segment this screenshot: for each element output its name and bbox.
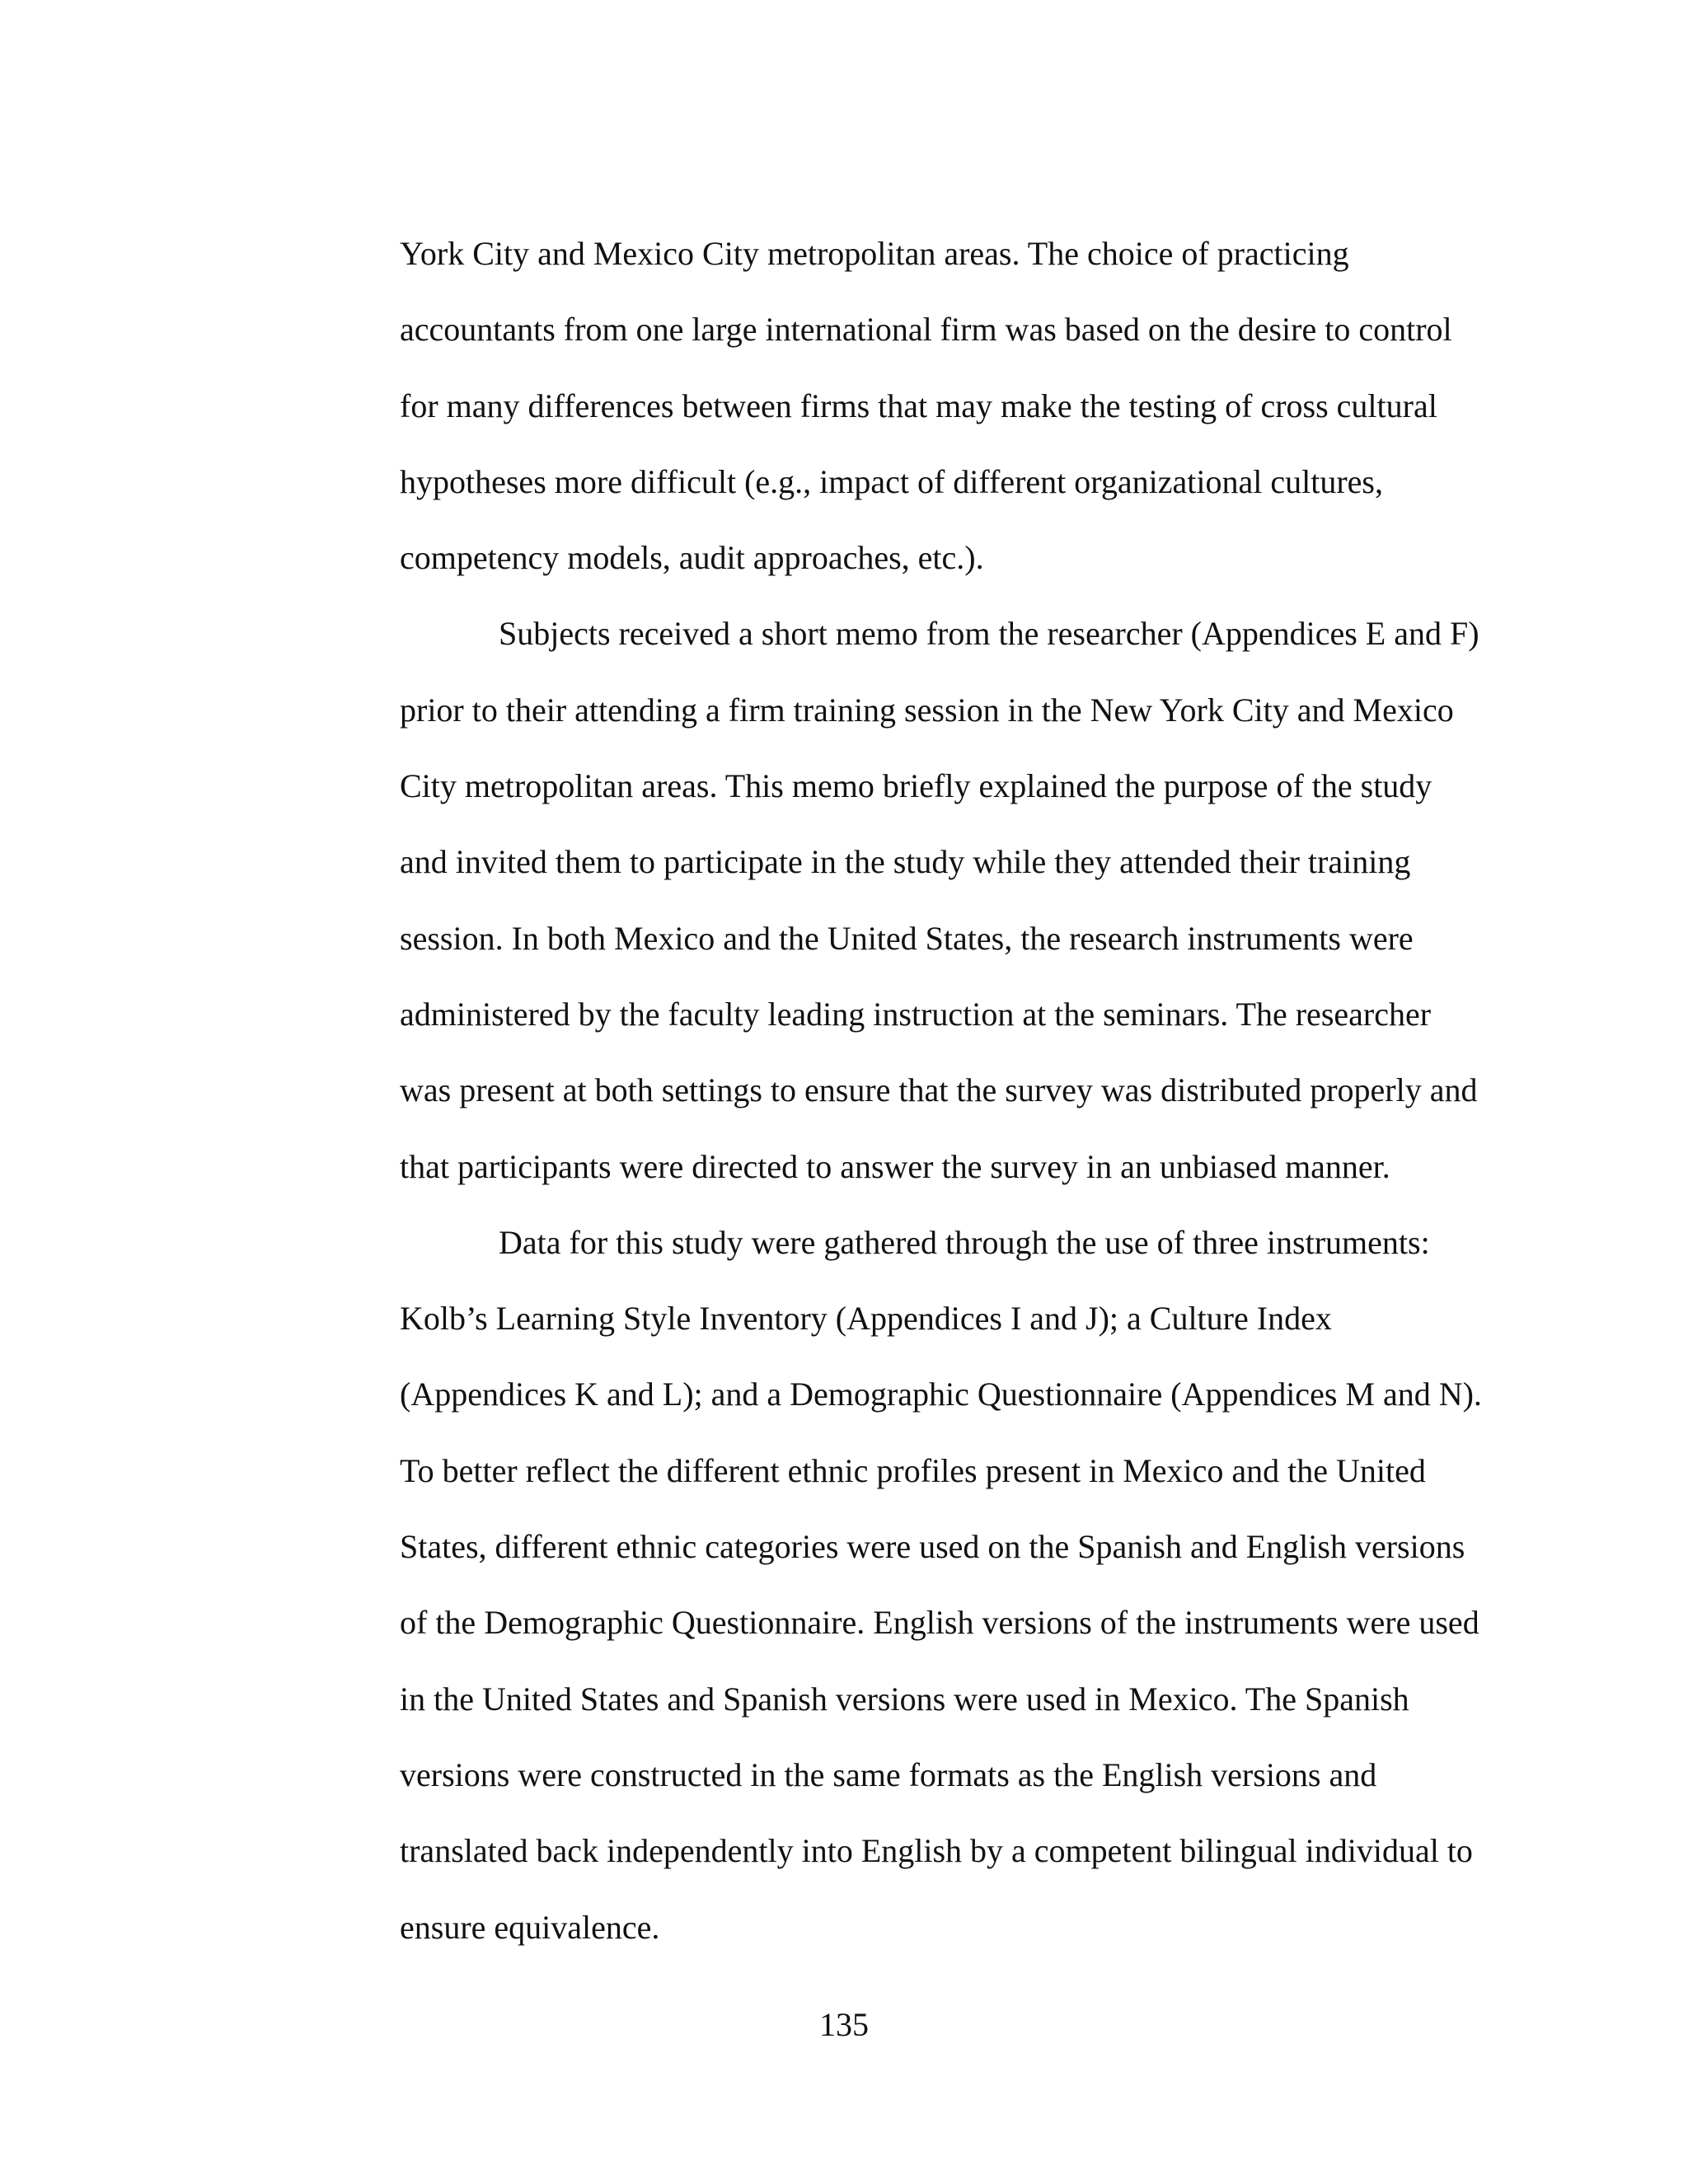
body-text — [400, 216, 1488, 1966]
paragraph-subjects-memo: Subjects received a short memo from the researcher (Appendices E and F) prior to their attending a firm training session in the New York City and Mexico City metropolitan areas. This memo briefly explained the purpose of the study and invited them to participate in the study while they attended their training session. In both Mexico and the United States, the research instruments were administered by the faculty leading instruction at the seminars. The researcher was present at both settings to ensure that the survey was distributed properly and that participants were directed to answer the survey in an unbiased manner. — [400, 615, 1479, 1185]
page-number: 135 — [819, 2006, 869, 2043]
paragraph-data-instruments: Data for this study were gathered through the use of three instruments: Kolb’s Learning Style Inventory (Appendices I and J); a Culture Index (Appendices K and L); and a Demographic Questionnaire (Appendices M and N). To better reflect the different ethnic profiles present in Mexico and the United States, different ethnic categories were used on the Spanish and English versions of the Demographic Questionnaire. English versions of the instruments were used in the United States and Spanish versions were used in Mexico. The Spanish versions were constructed in the same formats as the English versions and translated back independently into English by a competent bilingual individual to ensure equivalence. — [400, 1223, 1482, 1946]
paragraph-continuation: York City and Mexico City metropolitan areas. The choice of practicing accountants from one large international firm was based on the desire to control for many differences between firms that may make the testing of cross cultural hypotheses more difficult (e.g., impact of different organizational cultures, competency models, audit approaches, etc.). — [400, 235, 1452, 577]
